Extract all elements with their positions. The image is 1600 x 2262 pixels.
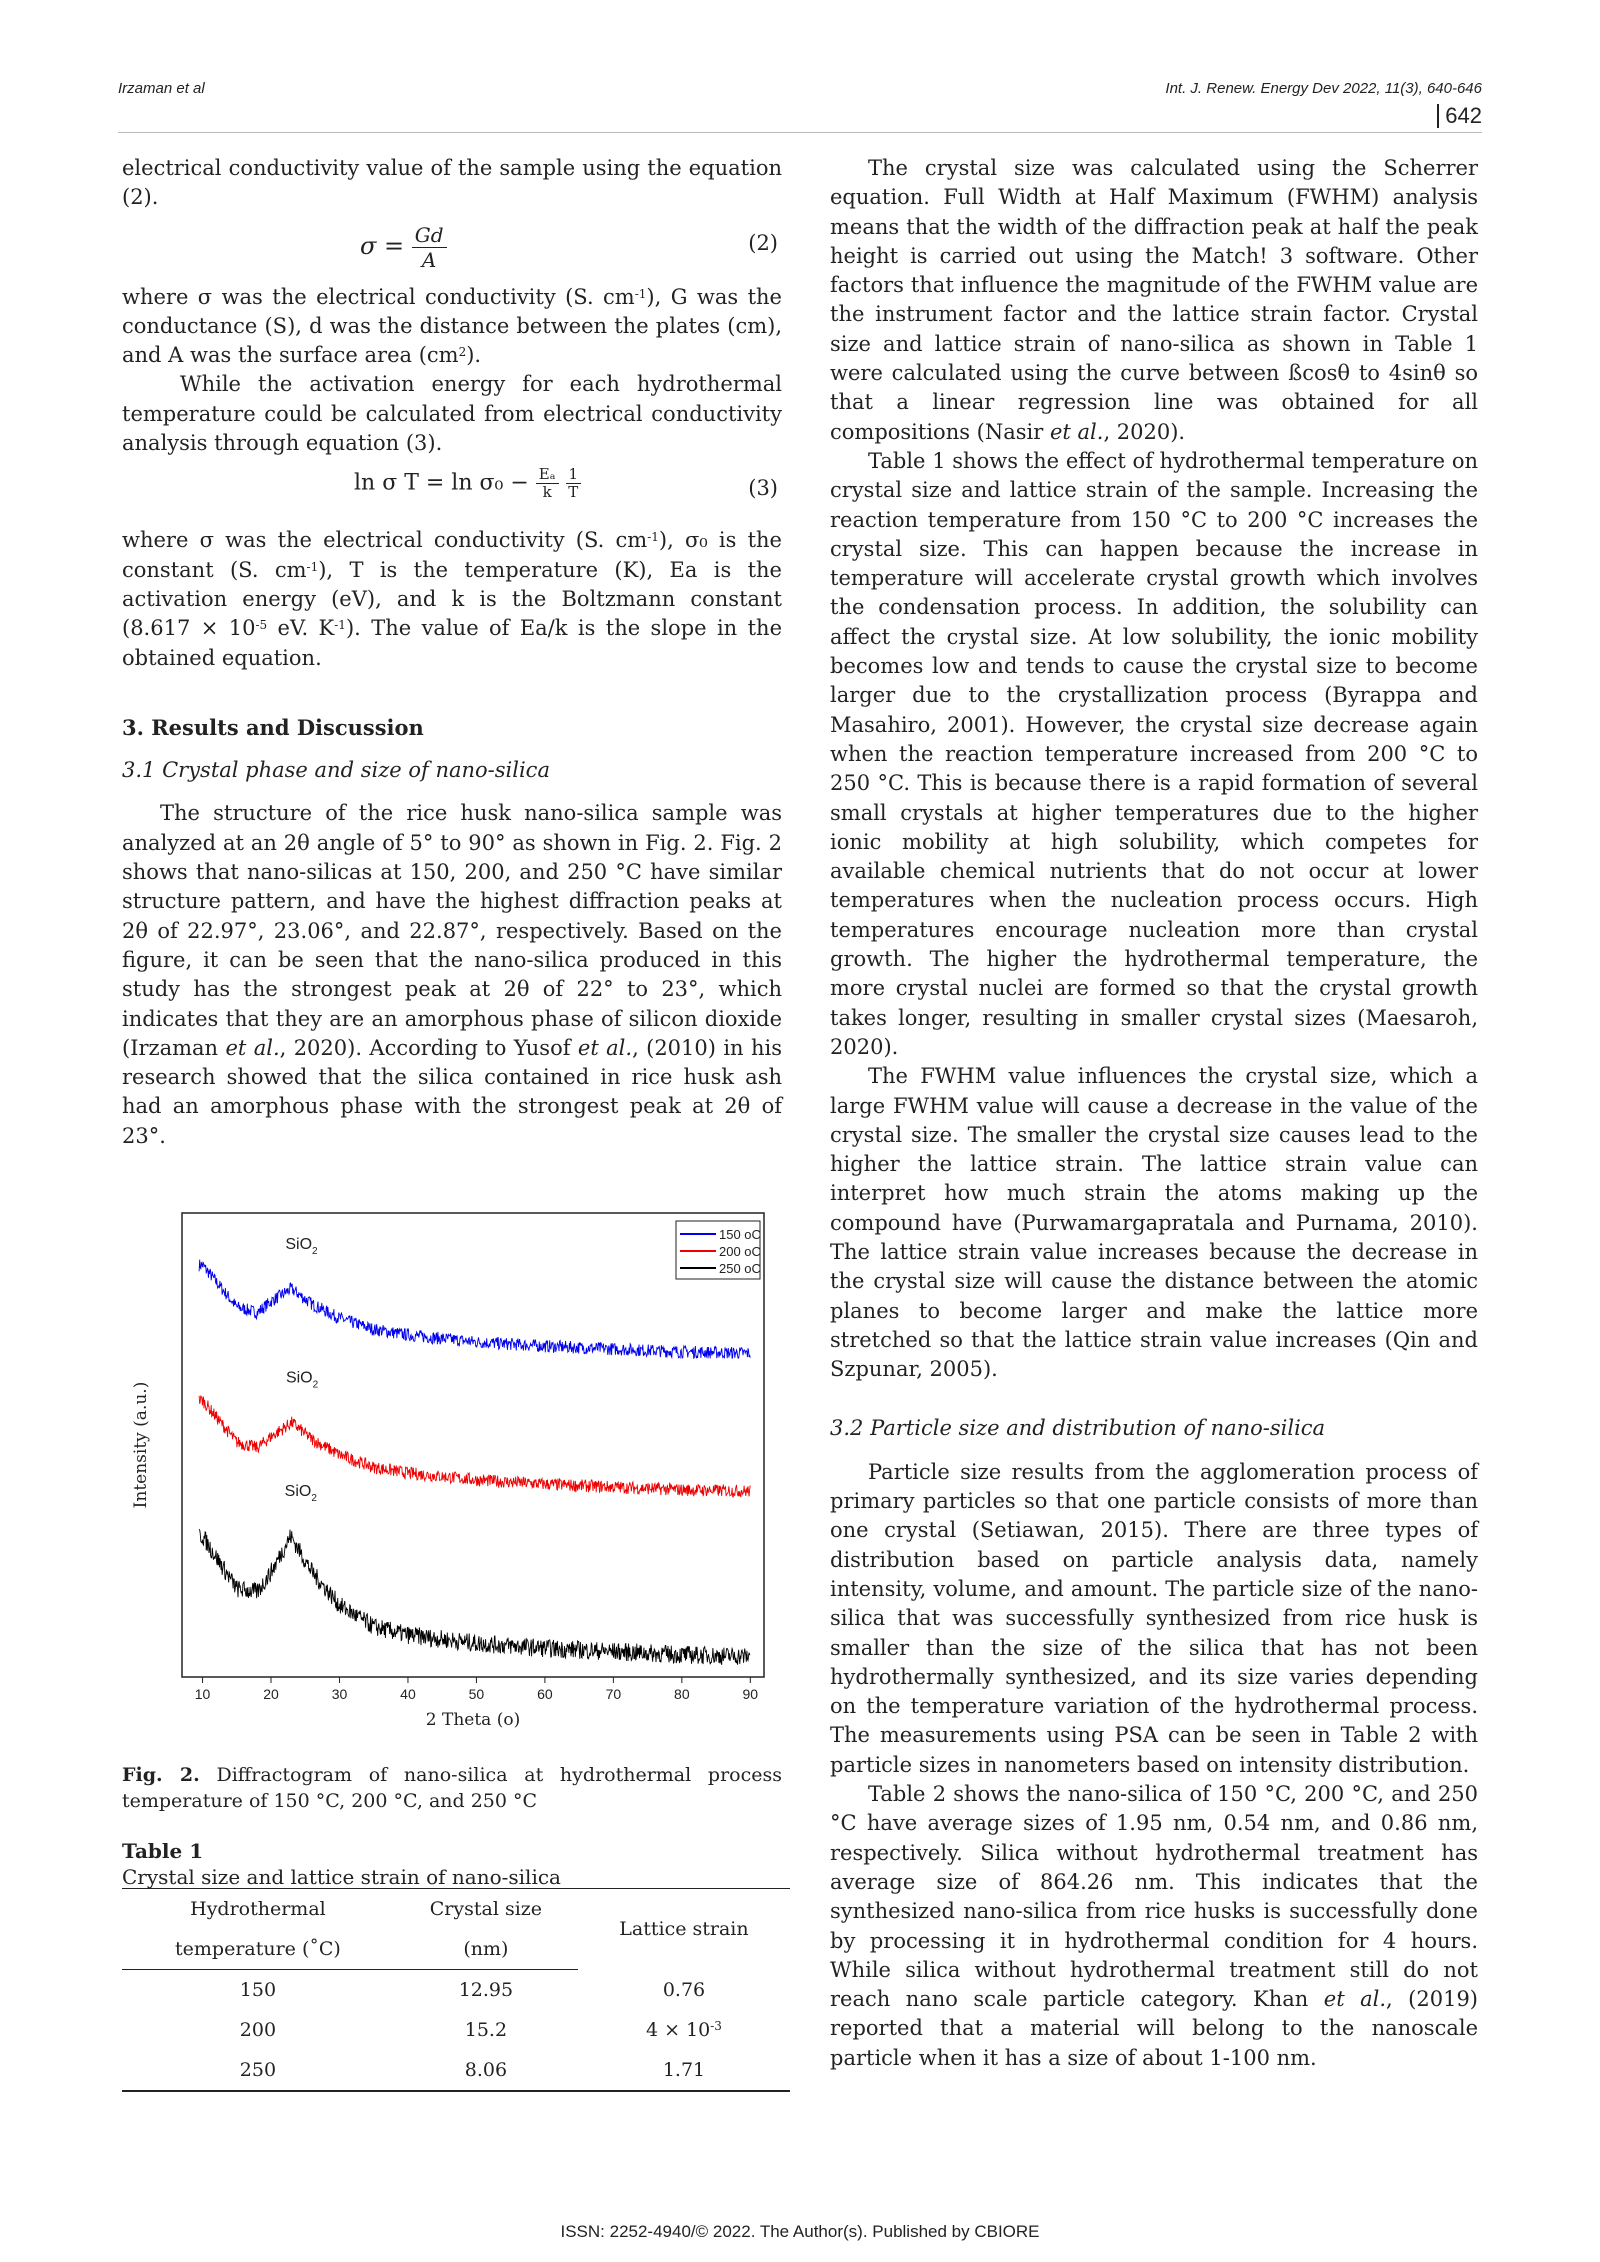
- subsection-heading: 3.1 Crystal phase and size of nano-silica: [122, 758, 550, 783]
- equation-number: (3): [748, 476, 778, 501]
- figure-2: [122, 1205, 782, 1750]
- table-row: [122, 2010, 790, 2050]
- paragraph: The structure of the rice husk nano-silica sample was analyzed at an 2θ angle of 5° to 90° as shown in Fig. 2. Fig. 2 shows that nano-silicas at 150, 200, and 250 °C have similar structure pattern, and have the highest diffraction peaks at 2θ of 22.97°, 23.06°, and 22.87°, respectively. Based on the figure, it can be seen that the nano-silica produced in this study has the strongest peak at 2θ of 22° to 23°, which indicates that they are an amorphous phase of silicon dioxide (Irzaman et al., 2020). According to Yusof et al., (2010) in his research showed that the silica contained in rice husk ash had an amorphous phase with the strongest peak at 2θ of 23°.: [122, 801, 782, 1148]
- equation-3: [122, 458, 782, 520]
- table-cell: $4 \times 10^{-3}$: [645, 2019, 722, 2041]
- x-tick-label: 20: [263, 1686, 279, 1702]
- x-tick-label: 30: [331, 1686, 348, 1702]
- x-tick-label: 80: [674, 1686, 690, 1702]
- paragraph: where σ was the electrical conductivity (S. $cm^{-1}$), G was the conductance (S), d was the distance between the plates (cm), and A was the surface area $(cm^2)$.: [122, 284, 782, 368]
- table-cell: 250: [122, 2050, 394, 2091]
- table-cell: 1.71: [578, 2050, 790, 2091]
- equation-number: (2): [748, 230, 778, 255]
- table-header-cell: Lattice strain: [578, 1889, 790, 1970]
- running-header-authors: Irzaman et al: [118, 80, 205, 97]
- legend-label: 150 oC: [719, 1227, 761, 1242]
- equation-fraction: $\frac{Gd}{A}$: [412, 223, 447, 272]
- table-row: [122, 1970, 790, 2011]
- table-cell: 12.95: [458, 1979, 514, 2001]
- series-line: [199, 1396, 750, 1498]
- peak-label: SiO$_2$: [285, 1369, 319, 1391]
- page-number: 642: [1437, 104, 1482, 128]
- x-tick-label: 40: [400, 1686, 416, 1702]
- legend-label: 250 oC: [719, 1261, 761, 1276]
- series-line: [199, 1260, 750, 1359]
- table-cell: 8.06: [394, 2050, 578, 2091]
- y-axis-label: Intensity (a.u.): [131, 1381, 151, 1509]
- peak-label: SiO$_2$: [285, 1235, 318, 1257]
- table-cell: 15.2: [464, 2019, 508, 2041]
- paragraph: The crystal size was calculated using the Scherrer equation. Full Width at Half Maximum (FWHM) analysis means that the width of the diffraction peak at half the peak height is carried out using the Match! 3 software. Other factors that influence the magnitude of the FWHM value are the instrument factor and the lattice strain factor. Crystal size and lattice strain of nano-silica as shown in Table 1 were calculated using the curve between ßcosθ to 4sinθ so that a linear regression line was obtained for all compositions (Nasir et al., 2020).: [830, 156, 1478, 444]
- paragraph: The FWHM value influences the crystal size, which a large FWHM value will cause a decrease in the value of the crystal size. The smaller the crystal size causes lead to the higher the lattice strain. The lattice strain value can interpret how much strain the atoms making up the compound have (Purwamargapratala and Purnama, 2010). The lattice strain value increases because the decrease in the crystal size will cause the distance between the atomic planes to become larger and make the lattice more stretched so that the lattice strain value increases (Qin and Szpunar, 2005).: [830, 1064, 1478, 1382]
- equation-fraction: $\frac{\text{Eₐ}}{k}$: [536, 466, 559, 501]
- paragraph: where σ was the electrical conductivity (S. $cm^{-1}$), σ₀ is the constant (S. $cm^{-1}$), T is the temperature (K), Ea is the activation energy (eV), and k is the Boltzmann constant ($8.617 \times 10^{-5}$ eV. $K^{-1}$). The value of Ea/k is the slope in the obtained equation.: [122, 528, 782, 670]
- paragraph: Table 2 shows the nano-silica of 150 °C, 200 °C, and 250 °C have average sizes of 1.95 nm, 0.54 nm, and 0.86 nm, respectively. Silica without hydrothermal treatment has average size of 864.26 nm. This indicates that the synthesized nano-silica from rice husks is successfully done by processing it in hydrothermal condition for 4 hours. While silica without hydrothermal treatment still do not reach nano scale particle category. Khan et al., (2019) reported that a material will belong to the nanoscale particle when it has a size of about 1-100 nm.: [830, 1782, 1478, 2070]
- series-line: [199, 1529, 750, 1665]
- plot-frame: [182, 1213, 764, 1677]
- subsection-heading: 3.2 Particle size and distribution of nano-silica: [830, 1416, 1326, 1441]
- running-header-journal: Int. J. Renew. Energy Dev 2022, 11(3), 640-646: [1165, 80, 1482, 97]
- table-1: [122, 1888, 790, 2092]
- x-tick-label: 70: [605, 1686, 622, 1702]
- paragraph: Table 1 shows the effect of hydrothermal temperature on crystal size and lattice strain of the sample. Increasing the reaction temperature from 150 °C to 200 °C increases the crystal size. This can happen because the increase in temperature will accelerate crystal growth which involves the condensation process. In addition, the solubility can affect the crystal size. At low solubility, the ionic mobility becomes low and tends to cause the crystal size to become larger due to the crystallization process (Byrappa and Masahiro, 2001). However, the crystal size decrease again when the reaction temperature increased from 200 °C to 250 °C. This is because there is a rapid formation of several small crystals at higher temperatures due to the higher ionic mobility at high solubility, which competes for available chemical nutrients that do not occur at lower temperatures when the nucleation process occurs. High temperatures encourage nucleation more than crystal growth. The higher the hydrothermal temperature, the more crystal nuclei are formed so that the crystal growth takes longer, resulting in smaller crystal sizes (Maesaroh, 2020).: [830, 448, 1478, 1059]
- peak-label: SiO$_2$: [284, 1483, 317, 1504]
- right-column: [830, 154, 1478, 2073]
- x-tick-label: 60: [537, 1686, 553, 1702]
- table-cell: 150: [239, 1979, 277, 2001]
- table-header-cell: (nm): [394, 1929, 578, 1970]
- table-cell: 0.76: [662, 1978, 706, 2001]
- header-rule: [118, 132, 1482, 133]
- table-header-cell: Crystal size: [394, 1889, 578, 1930]
- footer: ISSN: 2252-4940/© 2022. The Author(s). Published by CBIORE: [560, 2222, 1040, 2241]
- x-tick-label: 10: [194, 1686, 211, 1702]
- table-caption: Crystal size and lattice strain of nano-silica: [122, 1865, 561, 1889]
- x-axis-label: 2 Theta (o): [425, 1710, 521, 1730]
- x-tick-label: 50: [468, 1686, 485, 1702]
- paragraph: electrical conductivity value of the sample using the equation (2).: [122, 156, 782, 210]
- figure-caption: Fig. 2. Diffractogram of nano-silica at hydrothermal process temperature of 150 °C, 200 °C, and 250 °C: [122, 1764, 782, 1812]
- legend-label: 200 oC: [719, 1244, 761, 1259]
- table-title: [122, 1838, 790, 1890]
- table-cell: 200: [239, 2019, 277, 2041]
- paragraph: While the activation energy for each hydrothermal temperature could be calculated from electrical conductivity analysis through equation (3).: [122, 372, 782, 456]
- left-column: [122, 154, 782, 1151]
- diffractogram-chart: [122, 1205, 782, 1750]
- table-header-cell: Hydrothermal: [122, 1889, 394, 1930]
- equation-fraction: $\frac{1}{T}$: [566, 466, 582, 501]
- equation-lhs: ln σ T = ln σ₀ −: [354, 470, 529, 496]
- x-tick-label: 90: [742, 1686, 759, 1702]
- table-header-cell: temperature (˚C): [122, 1929, 394, 1970]
- equation-lhs: σ =: [360, 231, 405, 260]
- equation-2: [122, 213, 782, 275]
- section-heading: 3. Results and Discussion: [122, 714, 424, 740]
- table-row: [122, 2050, 790, 2091]
- table-label: Table 1: [122, 1839, 204, 1863]
- paragraph: Particle size results from the agglomeration process of primary particles so that one particle consists of more than one crystal (Setiawan, 2015). There are three types of distribution based on particle analysis data, namely intensity, volume, and amount. The particle size of the nano-silica that was successfully synthesized from rice husk is smaller than the size of the silica that has not been hydrothermally synthesized, and its size varies depending on the temperature variation of the hydrothermal process. The measurements using PSA can be seen in Table 2 with particle sizes in nanometers based on intensity distribution.: [830, 1459, 1478, 1777]
